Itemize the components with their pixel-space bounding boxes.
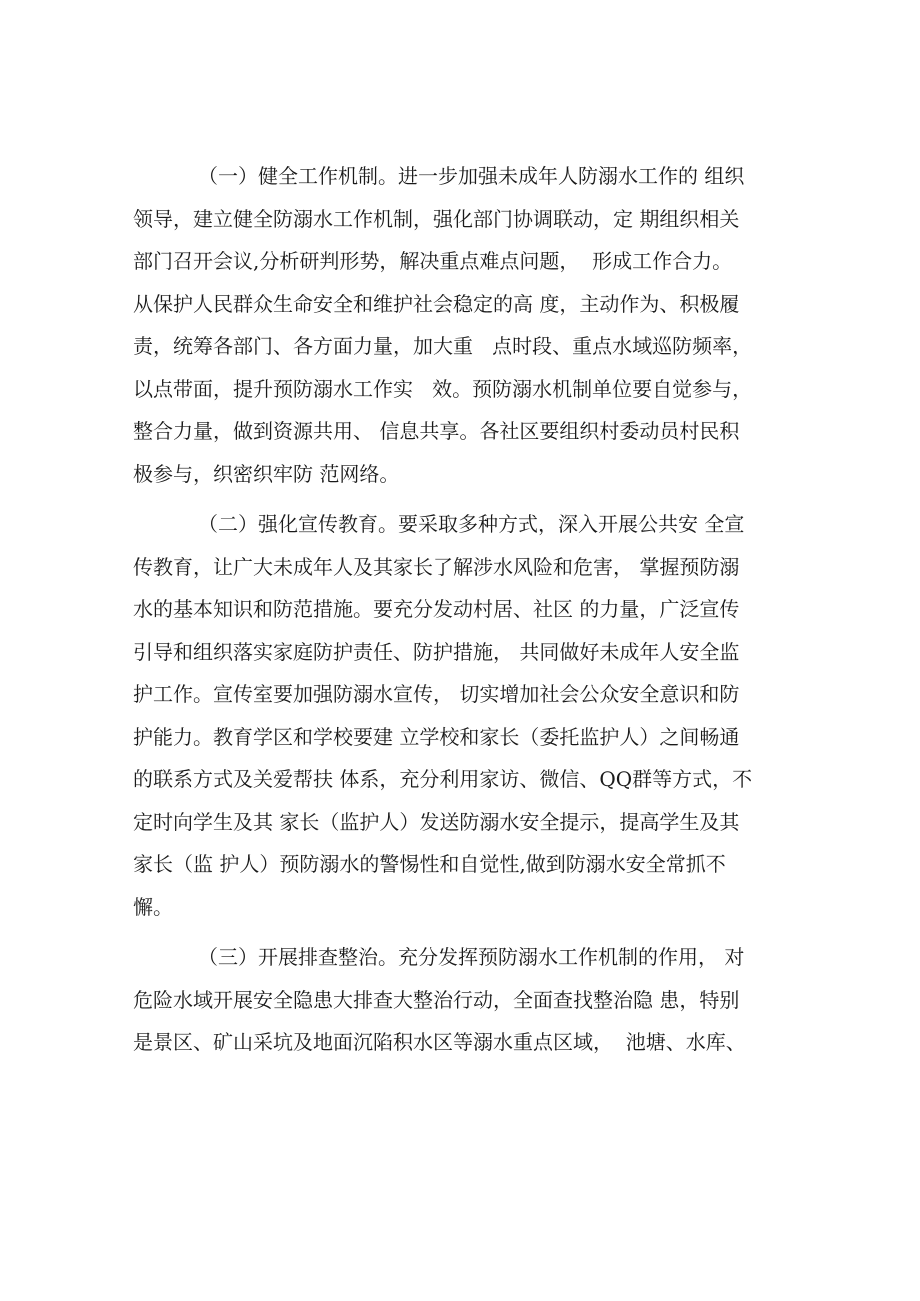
text-line: 以点带面，提升预防溺水工作实 效。预防溺水机制单位要自觉参与， <box>133 376 753 401</box>
text-line: 部门召开会议,分析研判形势，解决重点难点问题， 形成工作合力。 <box>133 249 733 273</box>
text-line: 责，统筹各部门、各方面力量，加大重 点时段、重点水域巡防频率， <box>133 334 753 358</box>
text-line: （二）强化宣传教育。要采取多种方式，深入开展公共安 全宣 <box>198 512 745 536</box>
text-line: 家长（监 护人）预防溺水的警惕性和自觉性,做到防溺水安全常抓不 <box>133 852 726 876</box>
paragraph-inspection-rectification <box>133 936 798 1064</box>
text-line: （三）开展排查整治。充分发挥预防溺水工作机制的作用， 对 <box>198 945 745 969</box>
paragraph-publicity-education <box>133 503 798 928</box>
text-line: 极参与，织密织牢防 范网络。 <box>133 461 400 486</box>
text-line: 护工作。宣传室要加强防溺水宣传， 切实增加社会公众安全意识和防 <box>133 682 740 706</box>
text-line: 危险水域开展安全隐患大排查大整治行动，全面查找整治隐 患，特别 <box>133 987 740 1012</box>
document-body <box>133 155 798 1064</box>
paragraph-working-mechanism <box>133 155 798 495</box>
text-line: 懈。 <box>133 894 173 919</box>
text-line: 整合力量，做到资源共用、 信息共享。各社区要组织村委动员村民积 <box>133 419 740 443</box>
paragraph-gap <box>133 928 798 936</box>
text-line: 是景区、矿山采坑及地面沉陷积水区等溺水重点区域， 池塘、水库、 <box>133 1030 746 1054</box>
text-line: 水的基本知识和防范措施。要充分发动村居、社区 的力量，广泛宣传 <box>133 597 740 621</box>
text-line: （一）健全工作机制。进一步加强未成年人防溺水工作的 组织 <box>198 164 745 188</box>
text-line: 护能力。教育学区和学校要建 立学校和家长（委托监护人）之间畅通 <box>133 724 740 749</box>
paragraph-gap <box>133 495 798 503</box>
text-line: 定时向学生及其 家长（监护人）发送防溺水安全提示，提高学生及其 <box>133 809 740 834</box>
text-line: 的联系方式及关爱帮扶 体系，充分利用家访、微信、QQ群等方式，不 <box>133 767 753 791</box>
text-line: 传教育，让广大未成年人及其家长了解涉水风险和危害， 掌握预防溺 <box>133 554 740 579</box>
text-line: 引导和组织落实家庭防护责任、防护措施， 共同做好未成年人安全监 <box>133 639 740 664</box>
text-line: 领导，建立健全防溺水工作机制，强化部门协调联动，定 期组织相关 <box>133 206 740 231</box>
text-line: 从保护人民群众生命安全和维护社会稳定的高 度，主动作为、积极履 <box>133 291 740 316</box>
